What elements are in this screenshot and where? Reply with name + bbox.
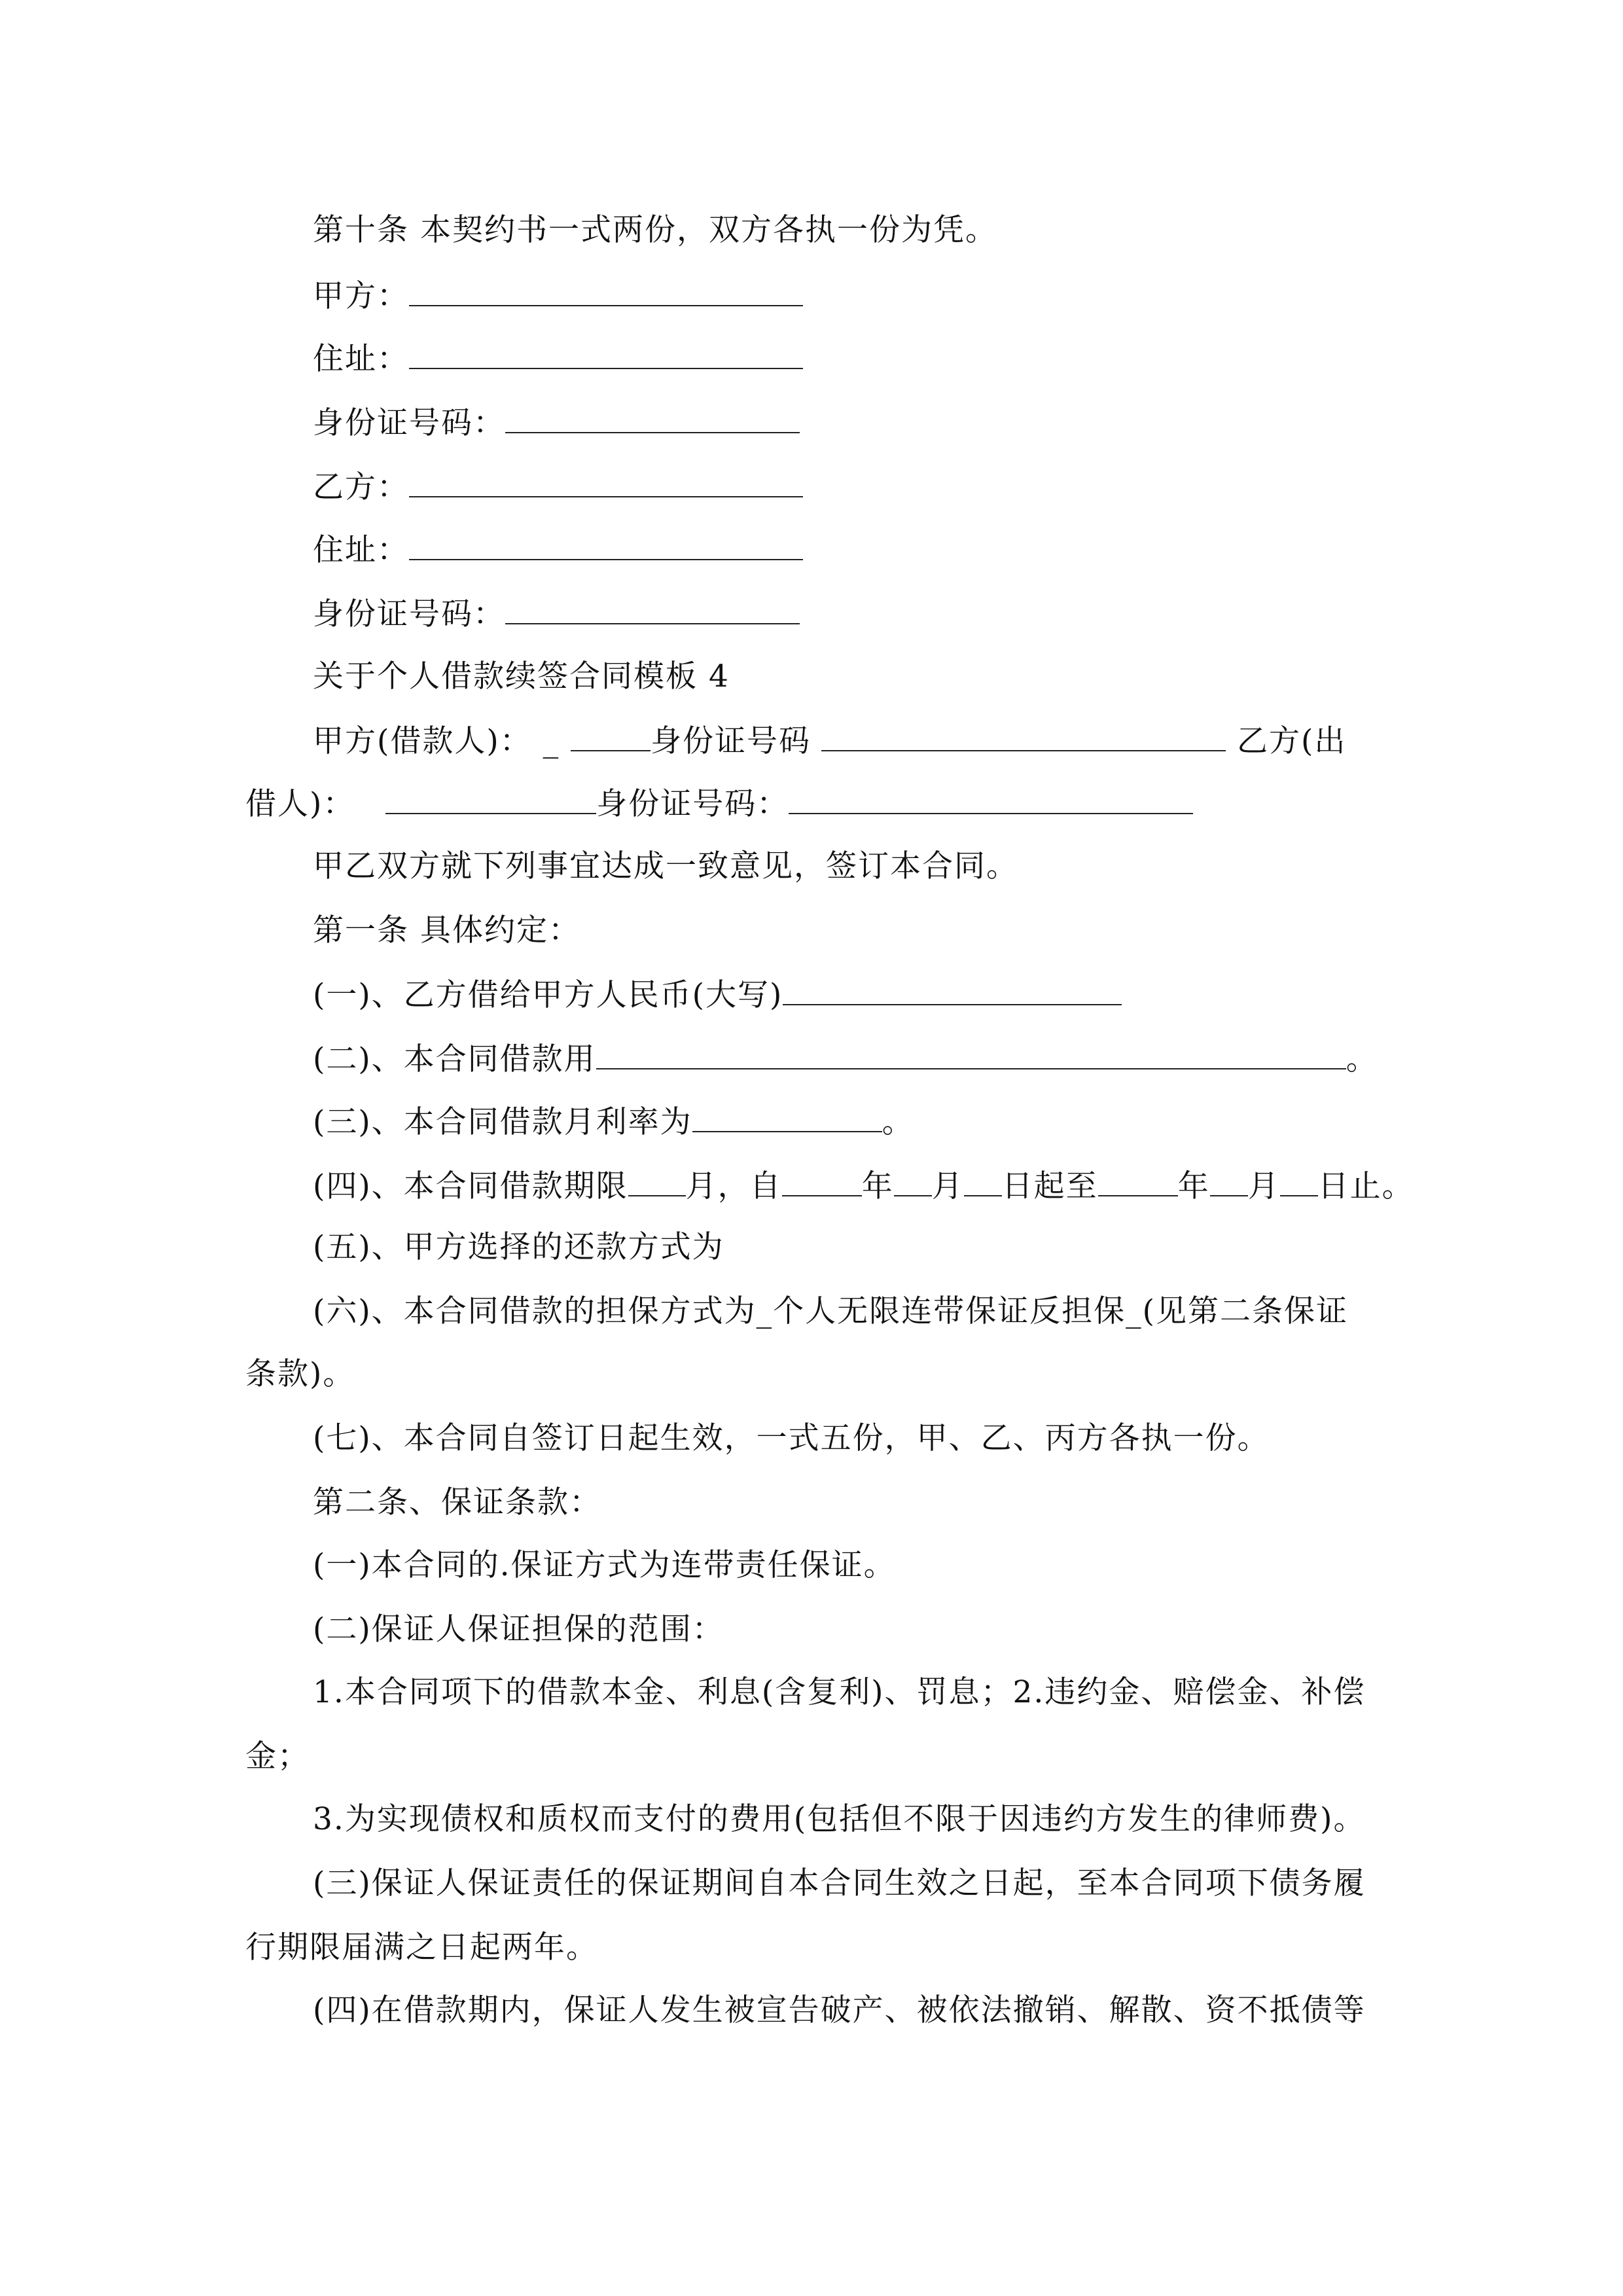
party-b-address-blank[interactable] <box>409 529 803 560</box>
loan-term-label: (四)、本合同借款期限 <box>313 1168 628 1204</box>
agreement-intro <box>313 847 1018 886</box>
end-month-blank[interactable] <box>1210 1165 1248 1196</box>
loan-term-from: 月，自 <box>685 1168 782 1204</box>
start-month-label: 月 <box>931 1168 964 1204</box>
party-a-label: 甲方： <box>313 278 409 314</box>
article-one <box>313 911 580 950</box>
clause-1-5 <box>313 1228 724 1267</box>
lender-label-start: 乙方(出 <box>1226 723 1347 759</box>
scope-item-3-text: 3.为实现债权和质权而支付的费用(包括但不限于因违约方发生的律师费)。 <box>313 1801 1366 1837</box>
party-b-line <box>313 466 803 507</box>
guarantee-period-text: (三)保证人保证责任的保证期间自本合同生效之日起，至本合同项下债务履 <box>313 1865 1366 1901</box>
scope-item-1-2 <box>313 1673 1365 1712</box>
borrower-line <box>313 720 1346 761</box>
article-ten-text: 第十条 本契约书一式两份，双方各执一份为凭。 <box>313 212 997 248</box>
guarantee-method-text-cont: 条款)。 <box>245 1356 355 1392</box>
party-a-id-line <box>313 402 800 443</box>
end-day-label: 日止。 <box>1317 1168 1414 1204</box>
template-heading-text: 关于个人借款续签合同模板 4 <box>313 658 730 694</box>
party-b-label: 乙方： <box>313 469 409 505</box>
clause-1-7 <box>313 1419 1270 1458</box>
guarantee-period-text-cont: 行期限届满之日起两年。 <box>245 1929 598 1965</box>
start-year-blank[interactable] <box>782 1165 862 1196</box>
scope-item-3 <box>313 1800 1366 1839</box>
loan-term-months-blank[interactable] <box>628 1165 686 1196</box>
clause-2-3 <box>313 1864 1366 1903</box>
loan-purpose-blank[interactable] <box>596 1038 1346 1069</box>
article-one-title: 第一条 具体约定： <box>313 912 580 948</box>
end-year-blank[interactable] <box>1098 1165 1178 1196</box>
guarantor-event-text: (四)在借款期内，保证人发生被宣告破产、被依法撤销、解散、资不抵债等 <box>313 1992 1366 2028</box>
loan-amount-blank[interactable] <box>783 974 1122 1005</box>
party-a-blank[interactable] <box>409 275 803 306</box>
start-day-label: 日起至 <box>1001 1168 1098 1204</box>
interest-rate-period: 。 <box>882 1104 914 1140</box>
party-b-id-blank[interactable] <box>505 593 800 624</box>
scope-item-1-2-text: 1.本合同项下的借款本金、利息(含复利)、罚息；2.违约金、赔偿金、补偿 <box>313 1674 1366 1710</box>
interest-rate-label: (三)、本合同借款月利率为 <box>313 1104 692 1140</box>
clause-2-3-cont <box>245 1928 598 1967</box>
repayment-method-text: (五)、甲方选择的还款方式为 <box>313 1229 724 1265</box>
scope-item-2-cont <box>245 1737 310 1776</box>
start-month-blank[interactable] <box>894 1165 932 1196</box>
scope-item-2-cont-text: 金； <box>245 1738 310 1774</box>
end-year-label: 年 <box>1177 1168 1210 1204</box>
guarantee-scope-text: (二)保证人保证担保的范围： <box>313 1611 724 1647</box>
template-heading <box>313 657 730 696</box>
party-a-address-blank[interactable] <box>409 338 803 369</box>
party-b-address-line <box>313 529 803 570</box>
end-day-blank[interactable] <box>1280 1165 1318 1196</box>
borrower-id-blank[interactable] <box>821 720 1226 751</box>
clause-2-4 <box>313 1991 1366 2030</box>
party-b-id-line <box>313 593 800 634</box>
article-two <box>313 1483 601 1522</box>
party-a-id-blank[interactable] <box>505 402 800 433</box>
lender-label-end: 借人)： <box>245 786 366 822</box>
agreement-intro-text: 甲乙双方就下列事宜达成一致意见，签订本合同。 <box>313 848 1018 884</box>
borrower-blank[interactable] <box>571 720 651 751</box>
clause-1-4 <box>313 1165 1414 1206</box>
party-a-id-label: 身份证号码： <box>313 405 505 441</box>
clause-1-3 <box>313 1101 914 1142</box>
effective-clause-text: (七)、本合同自签订日起生效，一式五份，甲、乙、丙方各执一份。 <box>313 1420 1270 1456</box>
party-a-address-line <box>313 338 803 379</box>
clause-2-2 <box>313 1610 724 1649</box>
clause-1-6 <box>313 1292 1348 1331</box>
start-day-blank[interactable] <box>964 1165 1002 1196</box>
lender-line <box>245 783 1193 824</box>
article-two-title: 第二条、保证条款： <box>313 1484 601 1520</box>
party-a-line <box>313 275 803 316</box>
guarantee-type-text: (一)本合同的.保证方式为连带责任保证。 <box>313 1547 896 1583</box>
clause-1-1 <box>313 974 1122 1015</box>
borrower-id-label: 身份证号码 <box>651 723 812 759</box>
lender-id-label: 身份证号码： <box>596 786 789 822</box>
lender-id-blank[interactable] <box>789 783 1193 814</box>
party-b-address-label: 住址： <box>313 532 409 568</box>
party-b-blank[interactable] <box>409 466 803 497</box>
borrower-label: 甲方(借款人)： _ <box>313 723 571 759</box>
clause-2-1 <box>313 1546 896 1585</box>
clause-1-6-cont <box>245 1355 355 1394</box>
lender-blank[interactable] <box>385 783 596 814</box>
end-month-label: 月 <box>1247 1168 1280 1204</box>
guarantee-method-text: (六)、本合同借款的担保方式为_个人无限连带保证反担保_(见第二条保证 <box>313 1293 1349 1329</box>
clause-1-2 <box>313 1038 1378 1079</box>
loan-amount-label: (一)、乙方借给甲方人民币(大写) <box>313 977 783 1013</box>
loan-purpose-label: (二)、本合同借款用 <box>313 1041 596 1077</box>
party-a-address-label: 住址： <box>313 341 409 377</box>
start-year-label: 年 <box>861 1168 894 1204</box>
article-ten <box>313 211 997 250</box>
party-b-id-label: 身份证号码： <box>313 596 505 632</box>
interest-rate-blank[interactable] <box>692 1101 882 1132</box>
loan-purpose-period: 。 <box>1346 1041 1378 1077</box>
